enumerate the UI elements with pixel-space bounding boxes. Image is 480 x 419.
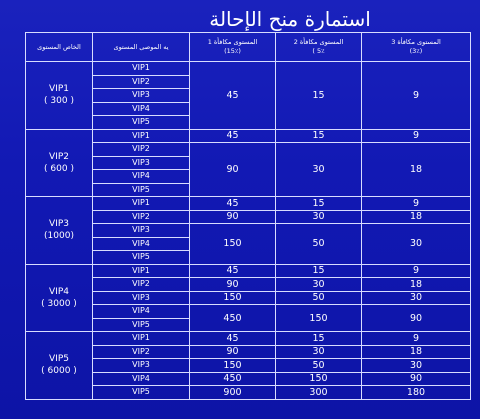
recommended-level-cell: VIP4 bbox=[93, 305, 190, 319]
table-row bbox=[26, 129, 471, 143]
table-row bbox=[26, 264, 471, 278]
recommended-level-cell: VIP4 bbox=[93, 372, 190, 386]
header-own-level: الخاص المستوى bbox=[26, 33, 93, 62]
own-level-cell bbox=[26, 129, 93, 197]
recommended-level-cell: VIP1 bbox=[93, 197, 190, 211]
header-reward-level-1 bbox=[190, 33, 276, 62]
reward-merged-cell: 450 bbox=[190, 305, 276, 332]
table-row bbox=[26, 386, 471, 400]
table-body bbox=[26, 62, 471, 400]
recommended-level-cell: VIP5 bbox=[93, 318, 190, 332]
referral-table bbox=[25, 32, 471, 400]
recommended-level-cell: VIP5 bbox=[93, 251, 190, 265]
recommended-level-cell: VIP5 bbox=[93, 116, 190, 130]
reward-merged-cell: 30 bbox=[362, 224, 471, 265]
reward-merged-cell: 150 bbox=[276, 305, 362, 332]
reward-merged-cell: 90 bbox=[190, 143, 276, 197]
header-recommended-level: يه الموصى المستوى bbox=[93, 33, 190, 62]
recommended-level-cell: VIP1 bbox=[93, 129, 190, 143]
reward-merged-cell: 9 bbox=[362, 62, 471, 130]
reward-cell: 900 bbox=[190, 386, 276, 400]
reward-cell: 18 bbox=[362, 210, 471, 224]
header-reward-level-1-label: 1 المستوى مكافأة bbox=[207, 38, 258, 46]
reward-cell: 15 bbox=[276, 197, 362, 211]
header-reward-level-2 bbox=[276, 33, 362, 62]
reward-cell: 30 bbox=[362, 359, 471, 373]
reward-cell: 150 bbox=[190, 291, 276, 305]
header-reward-level-1-pct: (15٪) bbox=[224, 47, 241, 55]
recommended-level-cell: VIP2 bbox=[93, 345, 190, 359]
own-level-price: ( 6000 ) bbox=[41, 366, 77, 377]
recommended-level-cell: VIP2 bbox=[93, 75, 190, 89]
header-reward-level-3-label: 3 المستوى مكافأة bbox=[391, 38, 441, 46]
table-row bbox=[26, 291, 471, 305]
reward-merged-cell: 45 bbox=[190, 62, 276, 130]
reward-cell: 90 bbox=[190, 278, 276, 292]
table-row bbox=[26, 62, 471, 76]
own-level-cell bbox=[26, 62, 93, 130]
reward-cell: 90 bbox=[362, 372, 471, 386]
reward-cell: 15 bbox=[276, 332, 362, 346]
table-row bbox=[26, 345, 471, 359]
own-level-name: VIP2 bbox=[49, 151, 69, 162]
reward-cell: 50 bbox=[276, 291, 362, 305]
table-row bbox=[26, 305, 471, 319]
own-level-cell bbox=[26, 264, 93, 332]
recommended-level-cell: VIP1 bbox=[93, 332, 190, 346]
reward-cell: 45 bbox=[190, 197, 276, 211]
header-reward-level-2-pct: ( 5٪ bbox=[312, 47, 325, 55]
reward-merged-cell: 50 bbox=[276, 224, 362, 265]
reward-cell: 150 bbox=[276, 372, 362, 386]
reward-cell: 18 bbox=[362, 345, 471, 359]
own-level-cell bbox=[26, 197, 93, 265]
reward-cell: 9 bbox=[362, 264, 471, 278]
reward-cell: 90 bbox=[190, 345, 276, 359]
reward-merged-cell: 30 bbox=[276, 143, 362, 197]
own-level-name: VIP4 bbox=[49, 286, 69, 297]
reward-cell: 18 bbox=[362, 278, 471, 292]
table-header-row bbox=[26, 33, 471, 62]
recommended-level-cell: VIP4 bbox=[93, 170, 190, 184]
recommended-level-cell: VIP2 bbox=[93, 278, 190, 292]
reward-cell: 50 bbox=[276, 359, 362, 373]
recommended-level-cell: VIP3 bbox=[93, 291, 190, 305]
own-level-price: ( 300 ) bbox=[44, 96, 74, 107]
own-level-price: ( 600 ) bbox=[44, 163, 74, 174]
own-level-name: VIP5 bbox=[49, 354, 69, 365]
recommended-level-cell: VIP1 bbox=[93, 62, 190, 76]
reward-cell: 45 bbox=[190, 129, 276, 143]
recommended-level-cell: VIP2 bbox=[93, 143, 190, 157]
recommended-level-cell: VIP3 bbox=[93, 89, 190, 103]
table-row bbox=[26, 210, 471, 224]
reward-cell: 15 bbox=[276, 264, 362, 278]
table-row bbox=[26, 372, 471, 386]
recommended-level-cell: VIP5 bbox=[93, 386, 190, 400]
reward-cell: 150 bbox=[190, 359, 276, 373]
own-level-price: ( 3000 ) bbox=[41, 298, 77, 309]
reward-cell: 9 bbox=[362, 332, 471, 346]
reward-cell: 15 bbox=[276, 129, 362, 143]
recommended-level-cell: VIP3 bbox=[93, 359, 190, 373]
reward-merged-cell: 150 bbox=[190, 224, 276, 265]
recommended-level-cell: VIP4 bbox=[93, 237, 190, 251]
own-level-name: VIP1 bbox=[49, 84, 69, 95]
recommended-level-cell: VIP3 bbox=[93, 156, 190, 170]
reward-cell: 45 bbox=[190, 264, 276, 278]
reward-cell: 180 bbox=[362, 386, 471, 400]
own-level-cell bbox=[26, 332, 93, 400]
recommended-level-cell: VIP3 bbox=[93, 224, 190, 238]
reward-cell: 30 bbox=[276, 210, 362, 224]
reward-cell: 9 bbox=[362, 129, 471, 143]
reward-merged-cell: 90 bbox=[362, 305, 471, 332]
reward-cell: 30 bbox=[276, 278, 362, 292]
reward-merged-cell: 15 bbox=[276, 62, 362, 130]
table-row bbox=[26, 143, 471, 157]
table-row bbox=[26, 224, 471, 238]
recommended-level-cell: VIP1 bbox=[93, 264, 190, 278]
reward-cell: 450 bbox=[190, 372, 276, 386]
reward-cell: 9 bbox=[362, 197, 471, 211]
reward-merged-cell: 18 bbox=[362, 143, 471, 197]
table-row bbox=[26, 332, 471, 346]
reward-cell: 30 bbox=[362, 291, 471, 305]
recommended-level-cell: VIP4 bbox=[93, 102, 190, 116]
table-row bbox=[26, 359, 471, 373]
recommended-level-cell: VIP2 bbox=[93, 210, 190, 224]
reward-cell: 45 bbox=[190, 332, 276, 346]
own-level-price: (1000) bbox=[44, 231, 74, 242]
reward-cell: 300 bbox=[276, 386, 362, 400]
table-row bbox=[26, 278, 471, 292]
header-reward-level-3-pct: (3٪) bbox=[409, 47, 423, 55]
reward-cell: 90 bbox=[190, 210, 276, 224]
table-row bbox=[26, 197, 471, 211]
own-level-name: VIP3 bbox=[49, 219, 69, 230]
recommended-level-cell: VIP5 bbox=[93, 183, 190, 197]
header-reward-level-2-label: 2 المستوى مكافأة bbox=[293, 38, 344, 46]
header-reward-level-3 bbox=[362, 33, 471, 62]
reward-cell: 30 bbox=[276, 345, 362, 359]
page-title: استمارة منح الإحالة bbox=[209, 7, 371, 31]
